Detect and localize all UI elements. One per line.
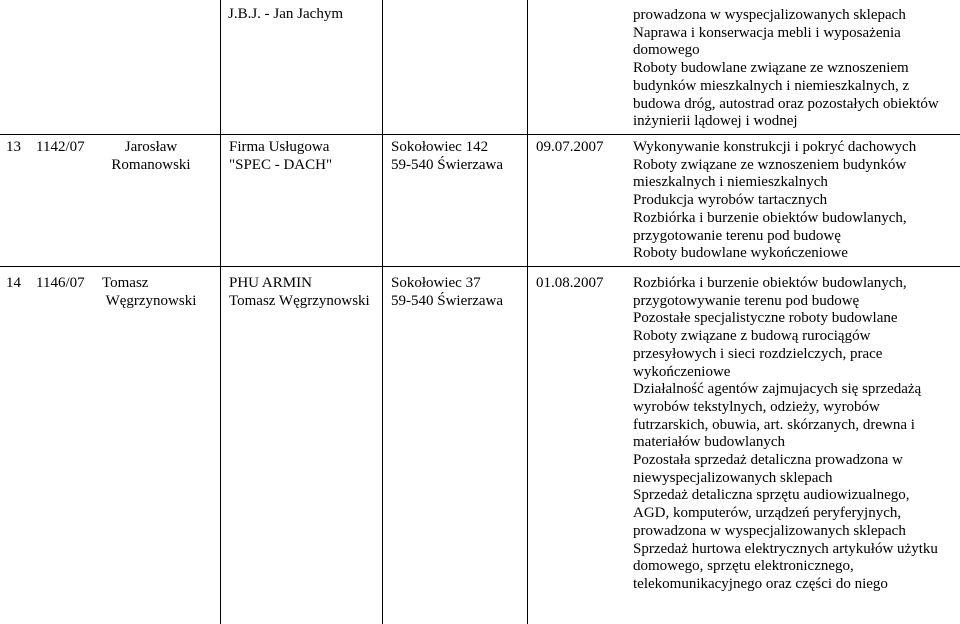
activity-line: Działalność agentów zajmujacych się sprzedażą xyxy=(633,381,922,398)
column-divider-address xyxy=(382,0,383,624)
registration-number: 1142/07 xyxy=(36,139,85,155)
activity-line: niewyspecjalizowanych sklepach xyxy=(633,469,833,486)
table-row-13-date xyxy=(536,139,604,157)
company-name-line: PHU ARMIN xyxy=(229,275,312,291)
table-row-13-address xyxy=(391,139,503,174)
table-row-13-lp xyxy=(6,139,21,157)
company-name: J.B.J. - Jan Jachym xyxy=(228,6,343,22)
table-row-14-lp xyxy=(6,275,21,293)
owner-first-name: Jarosław xyxy=(124,139,178,155)
activity-line: domowego xyxy=(633,42,700,59)
column-divider-company xyxy=(220,0,221,624)
activity-line: Pozostała sprzedaż detaliczna prowadzona w xyxy=(633,452,903,469)
company-cell-previous xyxy=(228,6,343,24)
table-row-13-nr xyxy=(36,139,85,157)
activity-line: materiałów budowlanych xyxy=(633,434,786,451)
row-divider-middle xyxy=(0,266,960,267)
owner-last-name: Węgrzynowski xyxy=(105,292,197,309)
owner-last-name: Romanowski xyxy=(111,156,191,173)
activity-line: Roboty budowlane związane ze wznoszeniem xyxy=(633,60,909,77)
activity-line: AGD, komputerów, urządzeń peryferyjnych, xyxy=(633,505,902,522)
activity-line: Produkcja wyrobów tartacznych xyxy=(633,192,828,209)
table-row-14-nr xyxy=(36,275,85,293)
activity-line: budynków mieszkalnych i niemieszkalnych, z xyxy=(633,77,910,94)
entry-date: 09.07.2007 xyxy=(536,139,604,155)
activity-line: mieszkalnych i niemieszkalnych xyxy=(633,174,828,191)
activity-line: przygotowywanie terenu pod budowę xyxy=(633,292,860,309)
activity-line: prowadzona w wyspecjalizowanych sklepach xyxy=(633,7,906,23)
table-row-14-company xyxy=(229,275,370,310)
activity-line: domowego, sprzętu elektronicznego, xyxy=(633,558,854,575)
activity-line: Sprzedaż hurtowa elektrycznych artykułów użytku xyxy=(633,540,938,557)
entry-number: 13 xyxy=(6,139,21,155)
column-divider-date xyxy=(527,0,528,624)
activity-line: wyrobów tekstylnych, odzieży, wyrobów xyxy=(633,398,880,415)
table-row-14-address xyxy=(391,275,503,310)
activity-line: przesyłowych i sieci rozdzielczych, prace xyxy=(633,345,883,362)
table-row-13-company xyxy=(229,139,332,174)
registration-number: 1146/07 xyxy=(36,275,85,291)
company-name-line: Firma Usługowa xyxy=(229,139,330,155)
address-street: Sokołowiec 142 xyxy=(391,139,489,155)
activity-line: inżynierii lądowej i wodnej xyxy=(633,113,798,130)
activity-line: Roboty związane z budową rurociągów xyxy=(633,328,871,345)
row-divider-top xyxy=(0,134,960,135)
entry-number: 14 xyxy=(6,275,21,291)
company-name-line: Tomasz Węgrzynowski xyxy=(229,292,370,309)
activity-line: Roboty budowlane wykończeniowe xyxy=(633,245,848,262)
activity-line: Wykonywanie konstrukcji i pokryć dachowych xyxy=(633,139,917,155)
activity-line: Sprzedaż detaliczna sprzętu audiowizualnego, xyxy=(633,487,910,504)
activity-line: przygotowanie terenu pod budowę xyxy=(633,227,841,244)
entry-date: 01.08.2007 xyxy=(536,275,604,291)
table-row-14-activities xyxy=(633,275,938,594)
activity-line: prowadzona w wyspecjalizowanych sklepach xyxy=(633,522,906,539)
address-city: 59-540 Świerzawa xyxy=(391,292,504,309)
address-street: Sokołowiec 37 xyxy=(391,275,481,291)
table-row-13-owner xyxy=(96,139,206,174)
activity-line: Roboty związane ze wznoszeniem budynków xyxy=(633,156,907,173)
activity-line: wykończeniowe xyxy=(633,363,731,380)
activities-cell-previous xyxy=(633,7,939,131)
activity-line: Rozbiórka i burzenie obiektów budowlanych, xyxy=(633,275,907,291)
table-row-14-owner xyxy=(96,275,206,310)
activity-line: telekomunikacyjnego oraz części do niego xyxy=(633,575,888,592)
address-city: 59-540 Świerzawa xyxy=(391,156,504,173)
table-row-13-activities xyxy=(633,139,916,263)
activity-line: futrzarskich, obuwia, art. skórzanych, drewna i xyxy=(633,416,915,433)
activity-line: Rozbiórka i burzenie obiektów budowlanych, xyxy=(633,209,907,226)
company-name-line: "SPEC - DACH" xyxy=(229,156,333,173)
activity-line: Pozostałe specjalistyczne roboty budowlane xyxy=(633,310,898,327)
activity-line: Naprawa i konserwacja mebli i wyposażenia xyxy=(633,24,901,41)
owner-first-name: Tomasz xyxy=(102,275,149,291)
table-row-14-date xyxy=(536,275,604,293)
activity-line: budowa dróg, autostrad oraz pozostałych obiektów xyxy=(633,95,939,112)
